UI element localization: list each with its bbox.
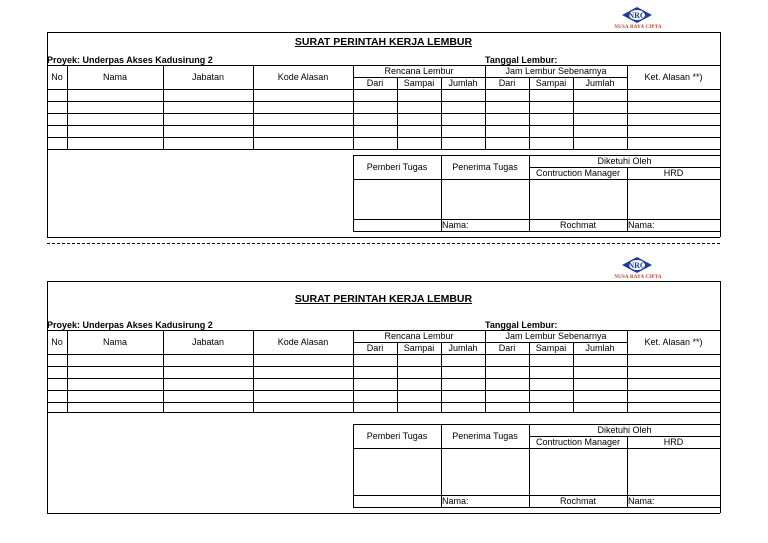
sign-rochmat: Rochmat — [559, 220, 596, 230]
subheader-sampai-2: Sampai — [535, 78, 567, 88]
sign-pemberi-tugas: Pemberi Tugas — [366, 431, 428, 441]
logo-company-name: NUSA RAYA CIPTA — [614, 25, 662, 30]
subheader-dari: Dari — [366, 78, 384, 88]
sign-diketahui-oleh: Diketuhi Oleh — [597, 156, 652, 166]
subheader-jumlah-2: Jumlah — [585, 343, 615, 353]
sign-rochmat: Rochmat — [559, 496, 596, 506]
subheader-jumlah: Jumlah — [448, 78, 478, 88]
subheader-dari: Dari — [366, 343, 384, 353]
sign-construction-manager: Contruction Manager — [535, 168, 621, 178]
subheader-sampai: Sampai — [403, 78, 435, 88]
logo-mark: NRC — [628, 261, 646, 270]
header-jam-lembur: Jam Lembur Sebenarnya — [505, 331, 607, 341]
header-jam-lembur: Jam Lembur Sebenarnya — [505, 66, 607, 76]
project-label: Proyek: Underpas Akses Kadusirung 2 — [47, 320, 213, 330]
sign-pemberi-tugas: Pemberi Tugas — [366, 162, 428, 172]
sign-penerima-tugas: Penerima Tugas — [452, 431, 518, 441]
header-nama: Nama — [102, 337, 127, 347]
header-rencana-lembur: Rencana Lembur — [384, 66, 454, 76]
subheader-dari-2: Dari — [498, 343, 516, 353]
company-logo-2 — [608, 256, 668, 282]
header-rencana-lembur: Rencana Lembur — [384, 331, 454, 341]
sign-construction-manager: Contruction Manager — [535, 437, 621, 447]
header-no: No — [51, 337, 63, 347]
subheader-sampai-2: Sampai — [535, 343, 567, 353]
header-kode-alasan: Kode Alasan — [277, 337, 329, 347]
form-title: SURAT PERINTAH KERJA LEMBUR — [294, 36, 473, 48]
sign-nama-2: Nama: — [628, 496, 655, 506]
header-ket-alasan: Ket. Alasan **) — [644, 337, 703, 347]
sign-hrd: HRD — [663, 168, 684, 178]
nrc-logo-icon — [620, 256, 654, 274]
sign-nama-2: Nama: — [628, 220, 655, 230]
subheader-jumlah: Jumlah — [448, 343, 478, 353]
subheader-jumlah-2: Jumlah — [585, 78, 615, 88]
subheader-sampai: Sampai — [403, 343, 435, 353]
subheader-dari-2: Dari — [498, 78, 516, 88]
date-label: Tanggal Lembur: — [485, 55, 558, 65]
sign-penerima-tugas: Penerima Tugas — [452, 162, 518, 172]
header-no: No — [51, 72, 63, 82]
date-label: Tanggal Lembur: — [485, 320, 558, 330]
project-label: Proyek: Underpas Akses Kadusirung 2 — [47, 55, 213, 65]
header-nama: Nama — [102, 72, 127, 82]
header-jabatan: Jabatan — [191, 72, 225, 82]
sign-diketahui-oleh: Diketuhi Oleh — [597, 425, 652, 435]
header-ket-alasan: Ket. Alasan **) — [644, 72, 703, 82]
form-title: SURAT PERINTAH KERJA LEMBUR — [294, 293, 473, 305]
logo-company-name: NUSA RAYA CIPTA — [614, 275, 662, 280]
header-jabatan: Jabatan — [191, 337, 225, 347]
sign-nama-1: Nama: — [442, 496, 469, 506]
logo-mark: NRC — [628, 11, 646, 20]
header-kode-alasan: Kode Alasan — [277, 72, 329, 82]
sign-nama-1: Nama: — [442, 220, 469, 230]
sign-hrd: HRD — [663, 437, 684, 447]
